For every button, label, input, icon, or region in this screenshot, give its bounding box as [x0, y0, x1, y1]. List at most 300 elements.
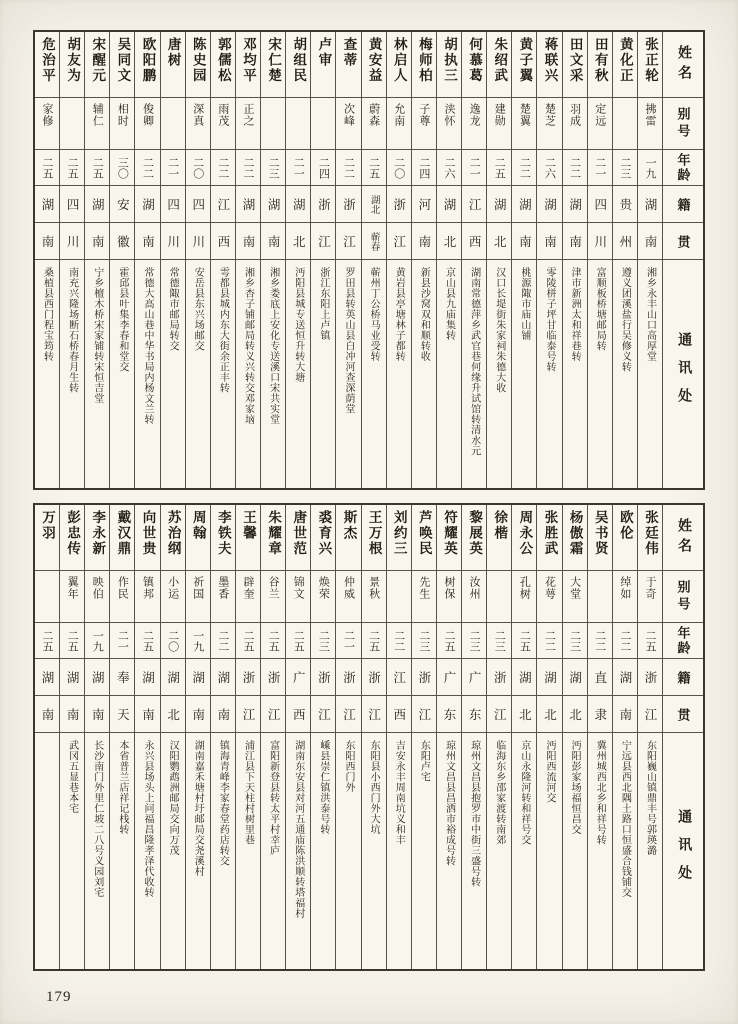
person-alias: 蔚森: [362, 98, 386, 150]
person-origin-bottom: 州: [613, 223, 637, 260]
person-name: 胡友为: [60, 32, 84, 98]
person-name: 万羽: [35, 505, 59, 571]
person-origin-top: 湖: [85, 659, 109, 696]
person-alias: 羽成: [563, 98, 587, 150]
person-origin-bottom: 南: [563, 223, 587, 260]
person-alias: 次峰: [336, 98, 360, 150]
person-age: 一九: [638, 150, 662, 186]
person-column: [387, 505, 412, 969]
person-alias: [588, 571, 612, 623]
person-age: 二五: [362, 150, 386, 186]
header-alias: 别号: [663, 98, 703, 150]
person-age: 二五: [362, 623, 386, 659]
person-origin-top: 河: [412, 186, 436, 223]
person-origin-top: 浙: [236, 659, 260, 696]
person-name: 危治平: [35, 32, 59, 98]
person-name: 刘约三: [387, 505, 411, 571]
person-origin-top: 江: [211, 186, 235, 223]
person-name: 邓均平: [236, 32, 260, 98]
person-name: 徐楷: [487, 505, 511, 571]
person-name: 斯杰: [336, 505, 360, 571]
person-contact: 临海东乡邵家渡转南郊: [493, 740, 505, 845]
person-origin-top: 浙: [487, 659, 511, 696]
person-name: 裘育兴: [311, 505, 335, 571]
person-origin-bottom: 江: [261, 696, 285, 733]
person-origin-top: 浙: [311, 659, 335, 696]
tables-area: [33, 30, 705, 971]
person-age: 二二: [537, 623, 561, 659]
person-name: 吴书贤: [588, 505, 612, 571]
header-alias: 别号: [663, 571, 703, 623]
person-column: [613, 505, 638, 969]
person-contact: 零陵栟子坪甘临泰号转: [543, 267, 555, 372]
person-contact: 琼州文昌县昌洒市裕成号转: [443, 740, 455, 866]
person-age: 二二: [588, 623, 612, 659]
person-column: [462, 32, 487, 488]
person-contact: 湖南嘉禾塘村圩邮局交尧溪村: [192, 740, 204, 877]
person-column: [261, 32, 286, 488]
person-contact: 湖南常德萍乡武官巷何缘升试馆转清水元: [468, 267, 480, 456]
person-age: 二〇: [161, 623, 185, 659]
person-age: 二五: [638, 623, 662, 659]
person-alias: [261, 98, 285, 150]
person-origin-top: 湖: [512, 659, 536, 696]
person-contact: 湘乡杏子铺邮局转义兴转交邓家垴: [242, 267, 254, 425]
person-origin-top: 贵: [613, 186, 637, 223]
person-name: 唐世范: [286, 505, 310, 571]
header-contact: 通讯处: [676, 332, 692, 416]
person-age: 二二: [211, 623, 235, 659]
person-age: 二三: [311, 623, 335, 659]
person-column: [236, 32, 261, 488]
person-origin-bottom: 南: [135, 696, 159, 733]
person-alias: 翼年: [60, 571, 84, 623]
header-contact: 通讯处: [676, 809, 692, 893]
person-alias: 树保: [437, 571, 461, 623]
person-age: 二二: [613, 623, 637, 659]
person-name: 何慕葛: [462, 32, 486, 98]
person-age: 二一: [110, 623, 134, 659]
person-origin-top: 湖: [236, 186, 260, 223]
person-contact: 安岳县东兴场邮交: [192, 267, 204, 351]
person-origin-bottom: 南: [638, 223, 662, 260]
person-contact: 霍邱县叶集李春和堂交: [116, 267, 128, 372]
person-contact: 东阳县小西门外大坑: [368, 740, 380, 835]
person-name: 蒋联兴: [537, 32, 561, 98]
person-column: [487, 32, 512, 488]
header-age: 年龄: [663, 623, 703, 659]
person-age: 二五: [35, 623, 59, 659]
person-origin-top: 湖: [60, 659, 84, 696]
person-contact: 长沙南门外里仁坡二八号义园刘宅: [91, 740, 103, 898]
person-origin-bottom: 北: [161, 696, 185, 733]
person-column: [638, 32, 663, 488]
person-column: [537, 32, 562, 488]
person-alias: 定远: [588, 98, 612, 150]
person-name: 欧伦: [613, 505, 637, 571]
person-origin-bottom: 南: [135, 223, 159, 260]
person-alias: 楚翼: [512, 98, 536, 150]
person-contact: 汉阳鹦鹉洲邮局交向万茂: [167, 740, 179, 856]
person-contact: 沔阳县城专送恒升转大塘: [292, 267, 304, 383]
person-origin-top: 湖: [563, 186, 587, 223]
header-name: 姓名: [663, 505, 703, 571]
person-name: 李永新: [85, 505, 109, 571]
person-name: 李铁夫: [211, 505, 235, 571]
person-name: 杨傲霜: [563, 505, 587, 571]
header-column: [663, 505, 703, 969]
person-contact: 宁远县西北隅土路口恒盛合钱铺交: [619, 740, 631, 898]
person-origin-bottom: 东: [437, 696, 461, 733]
person-age: 二六: [437, 150, 461, 186]
person-name: 苏治纲: [161, 505, 185, 571]
person-column: [186, 32, 211, 488]
person-column: [437, 505, 462, 969]
person-origin-top: 湖: [35, 186, 59, 223]
person-alias: 汝州: [462, 571, 486, 623]
person-origin-bottom: 北: [563, 696, 587, 733]
person-column: [60, 505, 85, 969]
person-age: 二三: [563, 623, 587, 659]
person-name: 胡组民: [286, 32, 310, 98]
roster-table-lower: [33, 503, 705, 971]
person-origin-top: 浙: [311, 186, 335, 223]
person-origin-top: 江: [387, 659, 411, 696]
person-alias: 雨茂: [211, 98, 235, 150]
person-origin-top: 广: [462, 659, 486, 696]
person-origin-top: 湖: [211, 659, 235, 696]
person-origin-top: 浙: [261, 659, 285, 696]
person-contact: 京山永隆河转和祥号交: [518, 740, 530, 845]
person-origin-top: 湖: [161, 659, 185, 696]
person-name: 查蒂: [336, 32, 360, 98]
person-contact: 汉口长堤街朱家祠朱德大收: [493, 267, 505, 393]
person-origin-bottom: 江: [336, 696, 360, 733]
person-name: 陈史园: [186, 32, 210, 98]
person-name: 欧阳鹏: [135, 32, 159, 98]
person-column: [311, 32, 336, 488]
person-name: 黄化正: [613, 32, 637, 98]
person-alias: 相时: [110, 98, 134, 150]
person-alias: [487, 571, 511, 623]
person-contact: 永兴县场头上问福昌隆孝泽代收转: [141, 740, 153, 898]
person-origin-bottom: 南: [35, 696, 59, 733]
person-alias: 辅仁: [85, 98, 109, 150]
person-origin-bottom: 南: [412, 223, 436, 260]
person-name: 田有秋: [588, 32, 612, 98]
person-alias: 谷兰: [261, 571, 285, 623]
person-alias: 镇邦: [135, 571, 159, 623]
person-column: [462, 505, 487, 969]
person-origin-top: 湖: [512, 186, 536, 223]
person-age: 二三: [613, 150, 637, 186]
person-contact: 嵊县崇仁镇洪泰号转: [317, 740, 329, 835]
person-column: [613, 32, 638, 488]
person-contact: 富顺板桥塘邮局转: [594, 267, 606, 351]
person-age: 二一: [336, 623, 360, 659]
person-alias: 家修: [35, 98, 59, 150]
person-contact: 湖南东安县对河五通庙陈洪顺转塔福村: [292, 740, 304, 919]
person-contact: 镇海青峰李家春堂药店转交: [217, 740, 229, 866]
header-age: 年龄: [663, 150, 703, 186]
person-contact: 沔阳彭家场福恒昌交: [569, 740, 581, 835]
person-contact: 雩都县城内东大街余正丰转: [217, 267, 229, 393]
person-origin-top: 浙: [387, 186, 411, 223]
person-column: [487, 505, 512, 969]
person-age: 三〇: [110, 150, 134, 186]
person-origin-bottom: 天: [110, 696, 134, 733]
person-contact: 京山县九庙集转: [443, 267, 455, 341]
person-contact: 琼州文昌县抱罗市中街三盛号转: [468, 740, 480, 887]
person-origin-top: 湖: [487, 186, 511, 223]
person-age: 二二: [336, 150, 360, 186]
person-age: 二五: [85, 150, 109, 186]
person-column: [311, 505, 336, 969]
person-age: 二五: [35, 150, 59, 186]
person-contact: 东阳卢宅: [418, 740, 430, 782]
person-name: 林启人: [387, 32, 411, 98]
person-alias: 辟奎: [236, 571, 260, 623]
person-contact: 冀州城西北乡和祥号转: [594, 740, 606, 845]
person-origin-top: 四: [588, 186, 612, 223]
person-name: 王馨: [236, 505, 260, 571]
person-age: 二三: [487, 623, 511, 659]
person-alias: 于奇: [638, 571, 662, 623]
person-name: 梅师柏: [412, 32, 436, 98]
person-name: 张廷伟: [638, 505, 662, 571]
person-column: [85, 32, 110, 488]
person-column: [161, 32, 186, 488]
person-origin-bottom: 南: [512, 223, 536, 260]
person-column: [362, 32, 387, 488]
person-origin-bottom: 南: [613, 696, 637, 733]
person-age: 二五: [512, 623, 536, 659]
person-alias: 小运: [161, 571, 185, 623]
person-origin-top: 湖北: [362, 186, 386, 223]
person-alias: 大堂: [563, 571, 587, 623]
person-alias: 绰如: [613, 571, 637, 623]
person-age: 二一: [588, 150, 612, 186]
person-column: [336, 32, 361, 488]
person-column: [362, 505, 387, 969]
person-contact: 东阳巍山镇鼎丰号郭瑛潞: [644, 740, 656, 856]
person-origin-bottom: 江: [336, 223, 360, 260]
person-contact: 桑植县西门程宝筠转: [41, 267, 53, 362]
person-origin-top: 浙: [638, 659, 662, 696]
person-origin-bottom: 北: [286, 223, 310, 260]
person-name: 黄子翼: [512, 32, 536, 98]
person-origin-bottom: 江: [311, 696, 335, 733]
person-column: [588, 32, 613, 488]
person-age: 二五: [437, 623, 461, 659]
person-age: 二〇: [186, 150, 210, 186]
person-age: 二二: [387, 623, 411, 659]
person-contact: 湘乡永丰山口高厚堂: [644, 267, 656, 362]
person-column: [286, 505, 311, 969]
person-origin-bottom: 北: [512, 696, 536, 733]
person-name: 黄安益: [362, 32, 386, 98]
person-column: [588, 505, 613, 969]
person-column: [161, 505, 186, 969]
person-contact: 桃源陬市庙山铺: [518, 267, 530, 341]
person-name: 田文采: [563, 32, 587, 98]
person-alias: 逸龙: [462, 98, 486, 150]
person-origin-bottom: 川: [161, 223, 185, 260]
person-column: [186, 505, 211, 969]
person-name: 戴汉鼎: [110, 505, 134, 571]
person-alias: [60, 98, 84, 150]
person-age: 一九: [85, 623, 109, 659]
person-name: 王万根: [362, 505, 386, 571]
person-alias: 先生: [412, 571, 436, 623]
person-column: [638, 505, 663, 969]
person-name: 周永公: [512, 505, 536, 571]
person-name: 向世贵: [135, 505, 159, 571]
person-origin-bottom: 北: [487, 223, 511, 260]
person-origin-bottom: 南: [60, 696, 84, 733]
person-origin-bottom: 南: [85, 696, 109, 733]
person-column: [236, 505, 261, 969]
person-origin-top: 湖: [186, 659, 210, 696]
person-origin-top: 江: [462, 186, 486, 223]
person-origin-bottom: 南: [211, 696, 235, 733]
person-alias: 楚芝: [537, 98, 561, 150]
person-column: [60, 32, 85, 488]
person-origin-top: 湖: [261, 186, 285, 223]
person-column: [211, 505, 236, 969]
person-name: 朱绍武: [487, 32, 511, 98]
person-name: 吴同文: [110, 32, 134, 98]
person-column: [537, 505, 562, 969]
person-origin-top: 浙: [336, 659, 360, 696]
person-origin-top: 湖: [613, 659, 637, 696]
person-alias: [387, 571, 411, 623]
header-origin-top: 籍: [663, 186, 703, 223]
person-origin-bottom: 江: [387, 223, 411, 260]
person-column: [412, 505, 437, 969]
person-origin-top: 浙: [362, 659, 386, 696]
person-origin-top: 安: [110, 186, 134, 223]
person-name: 宋仁楚: [261, 32, 285, 98]
person-origin-top: 湖: [35, 659, 59, 696]
person-origin-top: 湖: [437, 186, 461, 223]
person-origin-bottom: 西: [286, 696, 310, 733]
person-alias: 花萼: [537, 571, 561, 623]
person-age: 二二: [135, 150, 159, 186]
header-origin-top: 籍: [663, 659, 703, 696]
person-origin-bottom: 南: [236, 223, 260, 260]
person-contact: 南充兴隆场断石桥春月生转: [66, 267, 78, 393]
person-column: [412, 32, 437, 488]
person-column: [35, 505, 60, 969]
person-alias: 墨香: [211, 571, 235, 623]
person-age: 二一: [462, 150, 486, 186]
person-origin-bottom: 江: [236, 696, 260, 733]
person-origin-bottom: 北: [437, 223, 461, 260]
person-contact: 浙江东阳上卢镇: [317, 267, 329, 341]
person-alias: 焕荣: [311, 571, 335, 623]
person-origin-bottom: 江: [487, 696, 511, 733]
header-origin-bottom: 贯: [663, 223, 703, 260]
person-origin-bottom: 西: [462, 223, 486, 260]
person-age: 二一: [161, 150, 185, 186]
person-origin-bottom: 南: [537, 223, 561, 260]
person-age: 二二: [563, 150, 587, 186]
person-column: [110, 505, 135, 969]
person-origin-bottom: 东: [462, 696, 486, 733]
person-contact: 浦江县下天柱村树里巷: [242, 740, 254, 845]
person-age: 二四: [412, 150, 436, 186]
person-origin-bottom: 江: [412, 696, 436, 733]
person-age: 二五: [135, 623, 159, 659]
person-contact: 富阳新登县转太平村幸庐: [267, 740, 279, 856]
roster-table-upper: [33, 30, 705, 490]
person-origin-top: 湖: [135, 186, 159, 223]
person-contact: 武冈五显巷本宅: [66, 740, 78, 814]
person-column: [437, 32, 462, 488]
person-origin-top: 广: [437, 659, 461, 696]
person-age: 二一: [286, 150, 310, 186]
person-alias: 允南: [387, 98, 411, 150]
person-origin-top: 湖: [286, 186, 310, 223]
person-origin-top: 湖: [537, 659, 561, 696]
person-origin-bottom: 江: [362, 696, 386, 733]
person-column: [211, 32, 236, 488]
person-name: 周翰: [186, 505, 210, 571]
person-origin-bottom: 蕲春: [362, 223, 386, 260]
person-column: [261, 505, 286, 969]
person-alias: 浃怀: [437, 98, 461, 150]
person-origin-bottom: 西: [387, 696, 411, 733]
person-origin-bottom: 江: [638, 696, 662, 733]
person-contact: 罗田县转英山县白冲河查深荫堂: [342, 267, 354, 414]
person-origin-bottom: 南: [186, 696, 210, 733]
person-column: [135, 505, 160, 969]
person-origin-top: 四: [186, 186, 210, 223]
person-name: 彭忠传: [60, 505, 84, 571]
person-origin-bottom: 南: [85, 223, 109, 260]
person-origin-top: 广: [286, 659, 310, 696]
person-alias: 锦文: [286, 571, 310, 623]
person-age: 二三: [261, 150, 285, 186]
person-origin-top: 奉: [110, 659, 134, 696]
person-name: 宋醒元: [85, 32, 109, 98]
person-name: 张胜武: [537, 505, 561, 571]
person-column: [85, 505, 110, 969]
person-age: 二〇: [387, 150, 411, 186]
person-age: 二二: [512, 150, 536, 186]
person-origin-bottom: 徽: [110, 223, 134, 260]
person-age: 二五: [261, 623, 285, 659]
person-origin-top: 湖: [135, 659, 159, 696]
person-origin-top: 湖: [537, 186, 561, 223]
person-name: 卢审: [311, 32, 335, 98]
person-name: 胡执三: [437, 32, 461, 98]
person-name: 张正轮: [638, 32, 662, 98]
person-contact: 遵义团溪盐行吴修义转: [619, 267, 631, 372]
person-age: 二二: [211, 150, 235, 186]
person-column: [336, 505, 361, 969]
person-origin-bottom: 隶: [588, 696, 612, 733]
person-origin-bottom: 西: [211, 223, 235, 260]
person-column: [35, 32, 60, 488]
person-age: 二五: [487, 150, 511, 186]
person-name: 朱耀章: [261, 505, 285, 571]
person-contact: 本省普兰店祥记栈转: [116, 740, 128, 835]
person-alias: 建勋: [487, 98, 511, 150]
page-number: 179: [46, 989, 72, 1005]
person-age: 二三: [412, 623, 436, 659]
